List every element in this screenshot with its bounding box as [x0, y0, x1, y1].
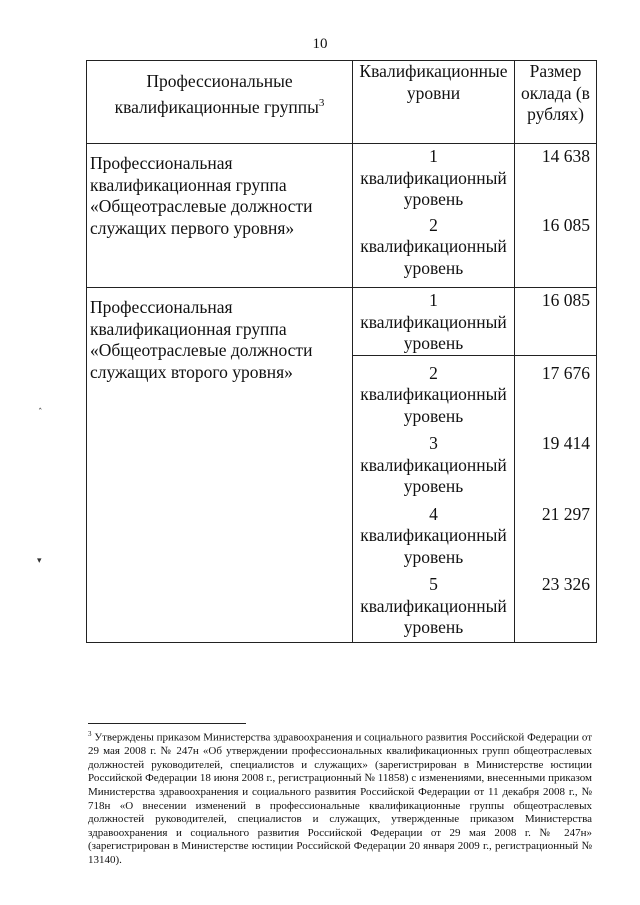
level-number: 2	[429, 214, 438, 235]
salary-cell	[515, 144, 597, 288]
level-unit: уровень	[403, 546, 464, 567]
level-unit: уровень	[403, 476, 464, 496]
levels-cell	[353, 288, 515, 356]
footnote-reference: 3	[318, 96, 325, 109]
level-entry	[353, 211, 514, 280]
level-unit: уровень	[403, 617, 464, 637]
footnote-number: 3	[88, 730, 92, 738]
level-word: квалификационный	[360, 595, 507, 616]
scan-mark: ˆ	[38, 408, 43, 418]
level-entry	[353, 356, 514, 428]
header-salary: Размер оклада (в рублях)	[515, 61, 597, 144]
salary-value: 16 085	[541, 290, 590, 310]
level-number: 2	[429, 362, 438, 383]
level-number: 1	[429, 146, 438, 166]
salary-table	[86, 60, 597, 643]
group-name: Профессиональная квалификационная группа «Общеотраслевые должности служащих второго уровня»	[87, 288, 353, 643]
salary-value: 23 326	[541, 574, 590, 594]
footnote-divider	[88, 723, 246, 724]
level-entry	[353, 498, 514, 569]
level-unit: уровень	[403, 189, 464, 209]
table-row	[87, 288, 597, 356]
level-entry	[353, 427, 514, 498]
salary-cell	[515, 288, 597, 356]
footnote	[88, 728, 592, 868]
level-unit: уровень	[403, 257, 464, 278]
level-number: 1	[429, 290, 438, 310]
level-number: 4	[429, 503, 438, 524]
levels-cell	[353, 355, 515, 642]
header-group-label: Профессиональные квалификационные группы	[114, 71, 319, 117]
level-word: квалификационный	[360, 311, 507, 332]
level-entry	[353, 144, 514, 211]
header-qualification-levels: Квалификационные уровни	[353, 61, 515, 144]
levels-cell	[353, 144, 515, 288]
level-entry	[353, 288, 514, 355]
level-number: 3	[429, 433, 438, 453]
group-name: Профессиональная квалификационная группа «Общеотраслевые должности служащих первого уровня»	[87, 144, 353, 288]
salary-value: 17 676	[541, 362, 590, 383]
salary-cell	[515, 355, 597, 642]
level-unit: уровень	[403, 405, 464, 426]
level-number: 5	[429, 574, 438, 594]
header-qualification-groups	[87, 61, 353, 144]
salary-value: 14 638	[541, 146, 590, 166]
salary-value: 16 085	[541, 214, 590, 235]
level-word: квалификационный	[360, 454, 507, 475]
salary-value: 21 297	[541, 503, 590, 524]
page-number: 10	[312, 36, 328, 52]
level-word: квалификационный	[360, 167, 507, 188]
scan-mark: ▾	[37, 556, 42, 566]
level-word: квалификационный	[360, 236, 507, 256]
salary-value: 19 414	[541, 433, 590, 453]
footnote-text: Утверждены приказом Министерства здравоохранения и социального развития Российской Федерации от 29 мая 2008 г. № 247н «Об утверждении профессиональных квалификационных групп общеотраслевых должностей руководителей, специалистов и служащих» (зарегистрирован в Министерстве юстиции Российской Федерации 18 июня 2008 г., регистрационный № 11858) с изменениями, внесенными приказом Министерства здравоохранения и социального развития Российской Федерации от 11 декабря 2008 г., № 718н «О внесении изменений в профессиональные квалификационные группы общеотраслевых должностей руководителей, специалистов и служащих, утвержденные приказом Министерства здравоохранения и социального развития Российской Федерации от 29 мая 2008 г. № 247н» (зарегистрирован в Министерстве юстиции Российской Федерации 20 января 2009 г., регистрационный № 13140).	[88, 731, 593, 866]
table-header-row	[87, 61, 597, 144]
level-word: квалификационный	[360, 384, 507, 404]
table-row	[87, 144, 597, 288]
level-word: квалификационный	[360, 525, 507, 545]
level-entry	[353, 568, 514, 639]
level-unit: уровень	[403, 333, 464, 353]
